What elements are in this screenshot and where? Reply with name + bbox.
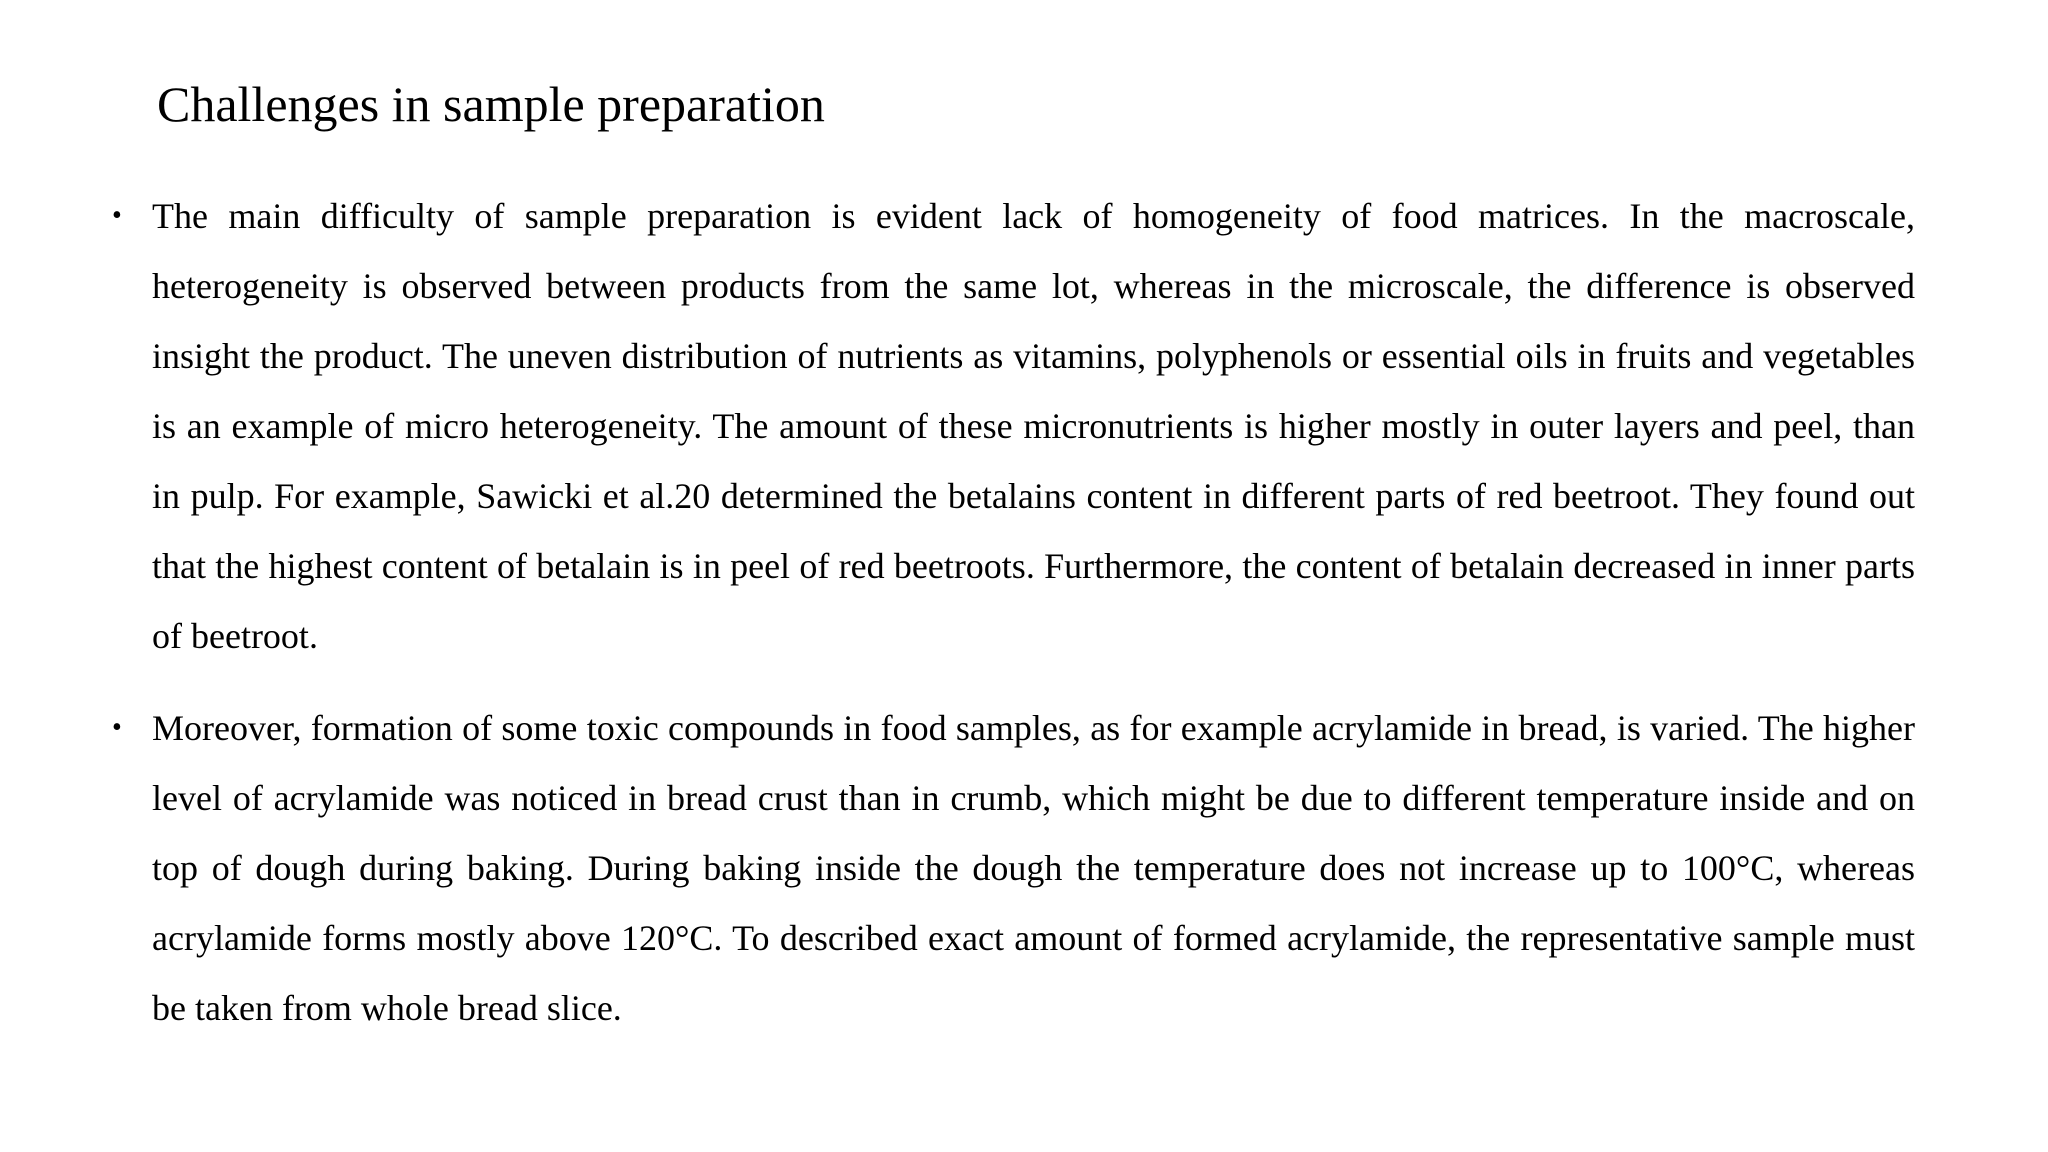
bullet-icon: •: [112, 712, 122, 743]
bullet-item-sample-heterogeneity: [112, 181, 1915, 671]
bullet-text: The main difficulty of sample preparation is evident lack of homogeneity of food matrices. In the macroscale, heterogeneity is observed between products from the same lot, whereas in the microscale, the difference is observed insight the product. The uneven distribution of nutrients as vitamins, polyphenols or essential oils in fruits and vegetables is an example of micro heterogeneity. The amount of these micronutrients is higher mostly in outer layers and peel, than in pulp. For example, Sawicki et al.20 determined the betalains content in different parts of red beetroot. They found out that the highest content of betalain is in peel of red beetroots. Furthermore, the content of betalain decreased in inner parts of beetroot.: [152, 196, 1915, 656]
bullet-text: Moreover, formation of some toxic compounds in food samples, as for example acrylamide in bread, is varied. The higher level of acrylamide was noticed in bread crust than in crumb, which might be due to different temperature inside and on top of dough during baking. During baking inside the dough the temperature does not increase up to 100°C, whereas acrylamide forms mostly above 120°C. To described exact amount of formed acrylamide, the representative sample must be taken from whole bread slice.: [152, 708, 1915, 1028]
bullet-list: [112, 181, 1915, 1065]
bullet-item-acrylamide: [112, 693, 1915, 1043]
bullet-icon: •: [112, 200, 122, 231]
slide-title: Challenges in sample preparation: [157, 76, 825, 132]
